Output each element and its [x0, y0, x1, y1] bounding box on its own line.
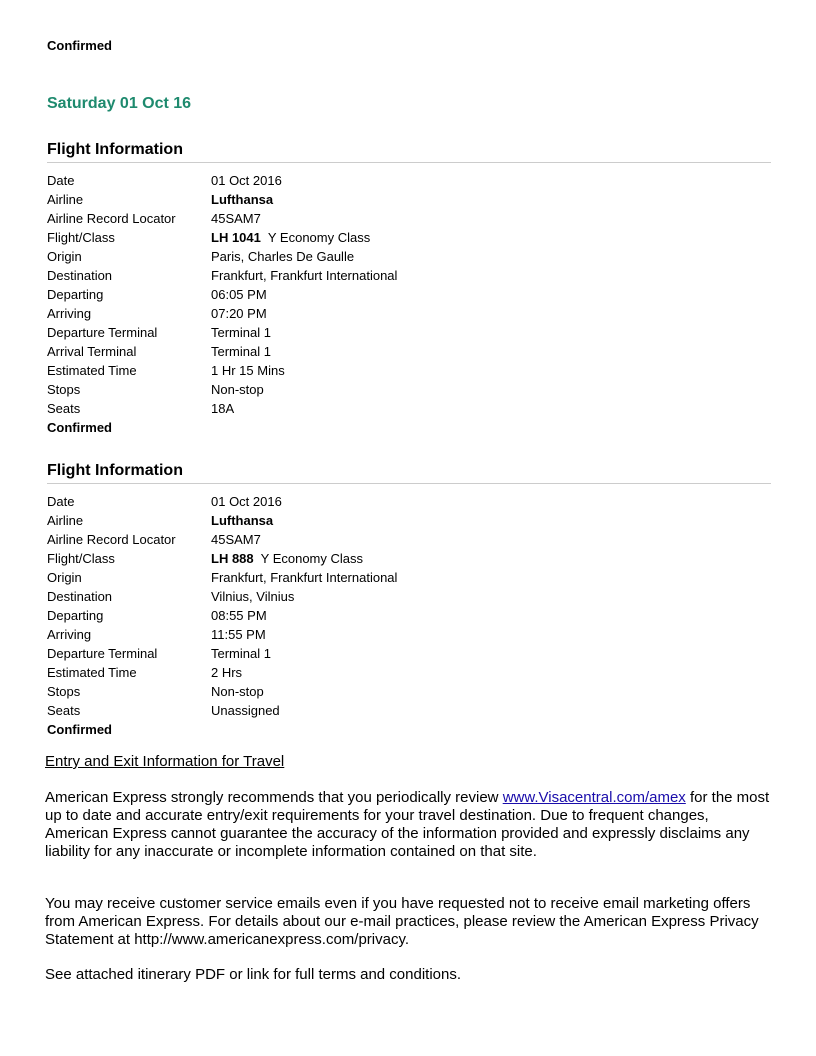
row-destination — [47, 587, 771, 606]
row-date — [47, 171, 771, 190]
row-label: Destination — [47, 268, 113, 283]
terms-notice: See attached itinerary PDF or link for full terms and conditions. — [45, 966, 462, 983]
row-label: Seats — [47, 401, 81, 416]
row-label: Departure Terminal — [47, 646, 158, 661]
flight-status: Confirmed — [47, 420, 112, 435]
row-date — [47, 492, 771, 511]
row-record-locator — [47, 530, 771, 549]
date-heading: Saturday 01 Oct 16 — [47, 95, 192, 112]
row-label: Seats — [47, 703, 81, 718]
booking-status: Confirmed — [47, 38, 112, 53]
row-label: Arrival Terminal — [47, 344, 137, 359]
departing-value: 06:05 PM — [211, 287, 267, 302]
row-label: Stops — [47, 382, 81, 397]
row-label: Departure Terminal — [47, 325, 158, 340]
flight-class-value — [211, 549, 771, 568]
departure-terminal-value: Terminal 1 — [211, 325, 271, 340]
row-label: Airline — [47, 513, 84, 528]
stops-value: Non-stop — [211, 382, 264, 397]
row-seats — [47, 701, 771, 720]
row-label: Flight/Class — [47, 551, 115, 566]
flight-details — [47, 492, 771, 739]
flight-information-1 — [47, 140, 771, 437]
row-departing — [47, 285, 771, 304]
row-label: Airline Record Locator — [47, 532, 176, 547]
section-title: Flight Information — [47, 140, 771, 163]
row-label: Origin — [47, 249, 82, 264]
row-arriving — [47, 625, 771, 644]
record-locator-value: 45SAM7 — [211, 532, 261, 547]
row-value: 01 Oct 2016 — [211, 494, 282, 509]
row-label: Airline Record Locator — [47, 211, 176, 226]
row-arriving — [47, 304, 771, 323]
row-label: Origin — [47, 570, 82, 585]
row-value: 01 Oct 2016 — [211, 173, 282, 188]
row-label: Stops — [47, 684, 81, 699]
flight-details — [47, 171, 771, 437]
row-airline — [47, 190, 771, 209]
flight-number: LH 888 — [211, 551, 254, 566]
row-label: Date — [47, 494, 75, 509]
flight-class-value — [211, 228, 771, 247]
destination-value: Vilnius, Vilnius — [211, 589, 295, 604]
record-locator-value: 45SAM7 — [211, 211, 261, 226]
origin-value: Paris, Charles De Gaulle — [211, 249, 355, 264]
departing-value: 08:55 PM — [211, 608, 267, 623]
departure-terminal-value: Terminal 1 — [211, 646, 271, 661]
arriving-value: 11:55 PM — [211, 627, 266, 642]
row-stops — [47, 682, 771, 701]
airline-name: Lufthansa — [211, 192, 274, 207]
seats-value: 18A — [211, 401, 235, 416]
entry-exit-title: Entry and Exit Information for Travel — [45, 753, 285, 770]
cabin-class: Y Economy Class — [260, 551, 363, 566]
row-airline — [47, 511, 771, 530]
row-label: Airline — [47, 192, 84, 207]
arriving-value: 07:20 PM — [211, 306, 267, 321]
row-destination — [47, 266, 771, 285]
cabin-class: Y Economy Class — [267, 230, 371, 245]
row-arrival-terminal — [47, 342, 771, 361]
entry-exit-text-after: for the most up to date and accurate entry/exit requirements for your travel destination. Due to frequent changes, American Express cannot guarantee the accuracy of the information provided and expressly disclaims any liability for any inaccurate or incomplete information contained on that site. — [45, 789, 770, 860]
stops-value: Non-stop — [211, 684, 264, 699]
row-label: Arriving — [47, 306, 92, 321]
row-label: Departing — [47, 608, 104, 623]
row-label: Date — [47, 173, 75, 188]
row-origin — [47, 568, 771, 587]
seats-value: Unassigned — [211, 703, 280, 718]
row-label: Estimated Time — [47, 665, 137, 680]
entry-exit-paragraph — [45, 789, 775, 861]
arrival-terminal-value: Terminal 1 — [211, 344, 271, 359]
row-departure-terminal — [47, 323, 771, 342]
visacentral-link[interactable]: www.Visacentral.com/amex — [502, 789, 686, 806]
row-origin — [47, 247, 771, 266]
entry-exit-text-before: American Express strongly recommends that you periodically review — [45, 789, 503, 806]
origin-value: Frankfurt, Frankfurt International — [211, 570, 398, 585]
email-notice: You may receive customer service emails even if you have requested not to receive email marketing offers from American Express. For details about our e-mail practices, please review the American Express Privacy Statement at http://www.americanexpress.com/privacy. — [45, 895, 759, 948]
airline-name: Lufthansa — [211, 513, 274, 528]
row-label: Departing — [47, 287, 104, 302]
destination-value: Frankfurt, Frankfurt International — [211, 268, 398, 283]
row-label: Arriving — [47, 627, 92, 642]
row-label: Flight/Class — [47, 230, 115, 245]
section-title: Flight Information — [47, 461, 771, 484]
row-label: Destination — [47, 589, 113, 604]
estimated-time-value: 2 Hrs — [211, 665, 243, 680]
flight-information-2 — [47, 461, 771, 739]
row-record-locator — [47, 209, 771, 228]
flight-number: LH 1041 — [211, 230, 261, 245]
row-seats — [47, 399, 771, 418]
row-stops — [47, 380, 771, 399]
row-flight-class — [47, 549, 771, 568]
row-estimated-time — [47, 361, 771, 380]
estimated-time-value: 1 Hr 15 Mins — [211, 363, 285, 378]
row-label: Estimated Time — [47, 363, 137, 378]
row-departing — [47, 606, 771, 625]
row-departure-terminal — [47, 644, 771, 663]
row-flight-class — [47, 228, 771, 247]
flight-status: Confirmed — [47, 722, 112, 737]
row-estimated-time — [47, 663, 771, 682]
